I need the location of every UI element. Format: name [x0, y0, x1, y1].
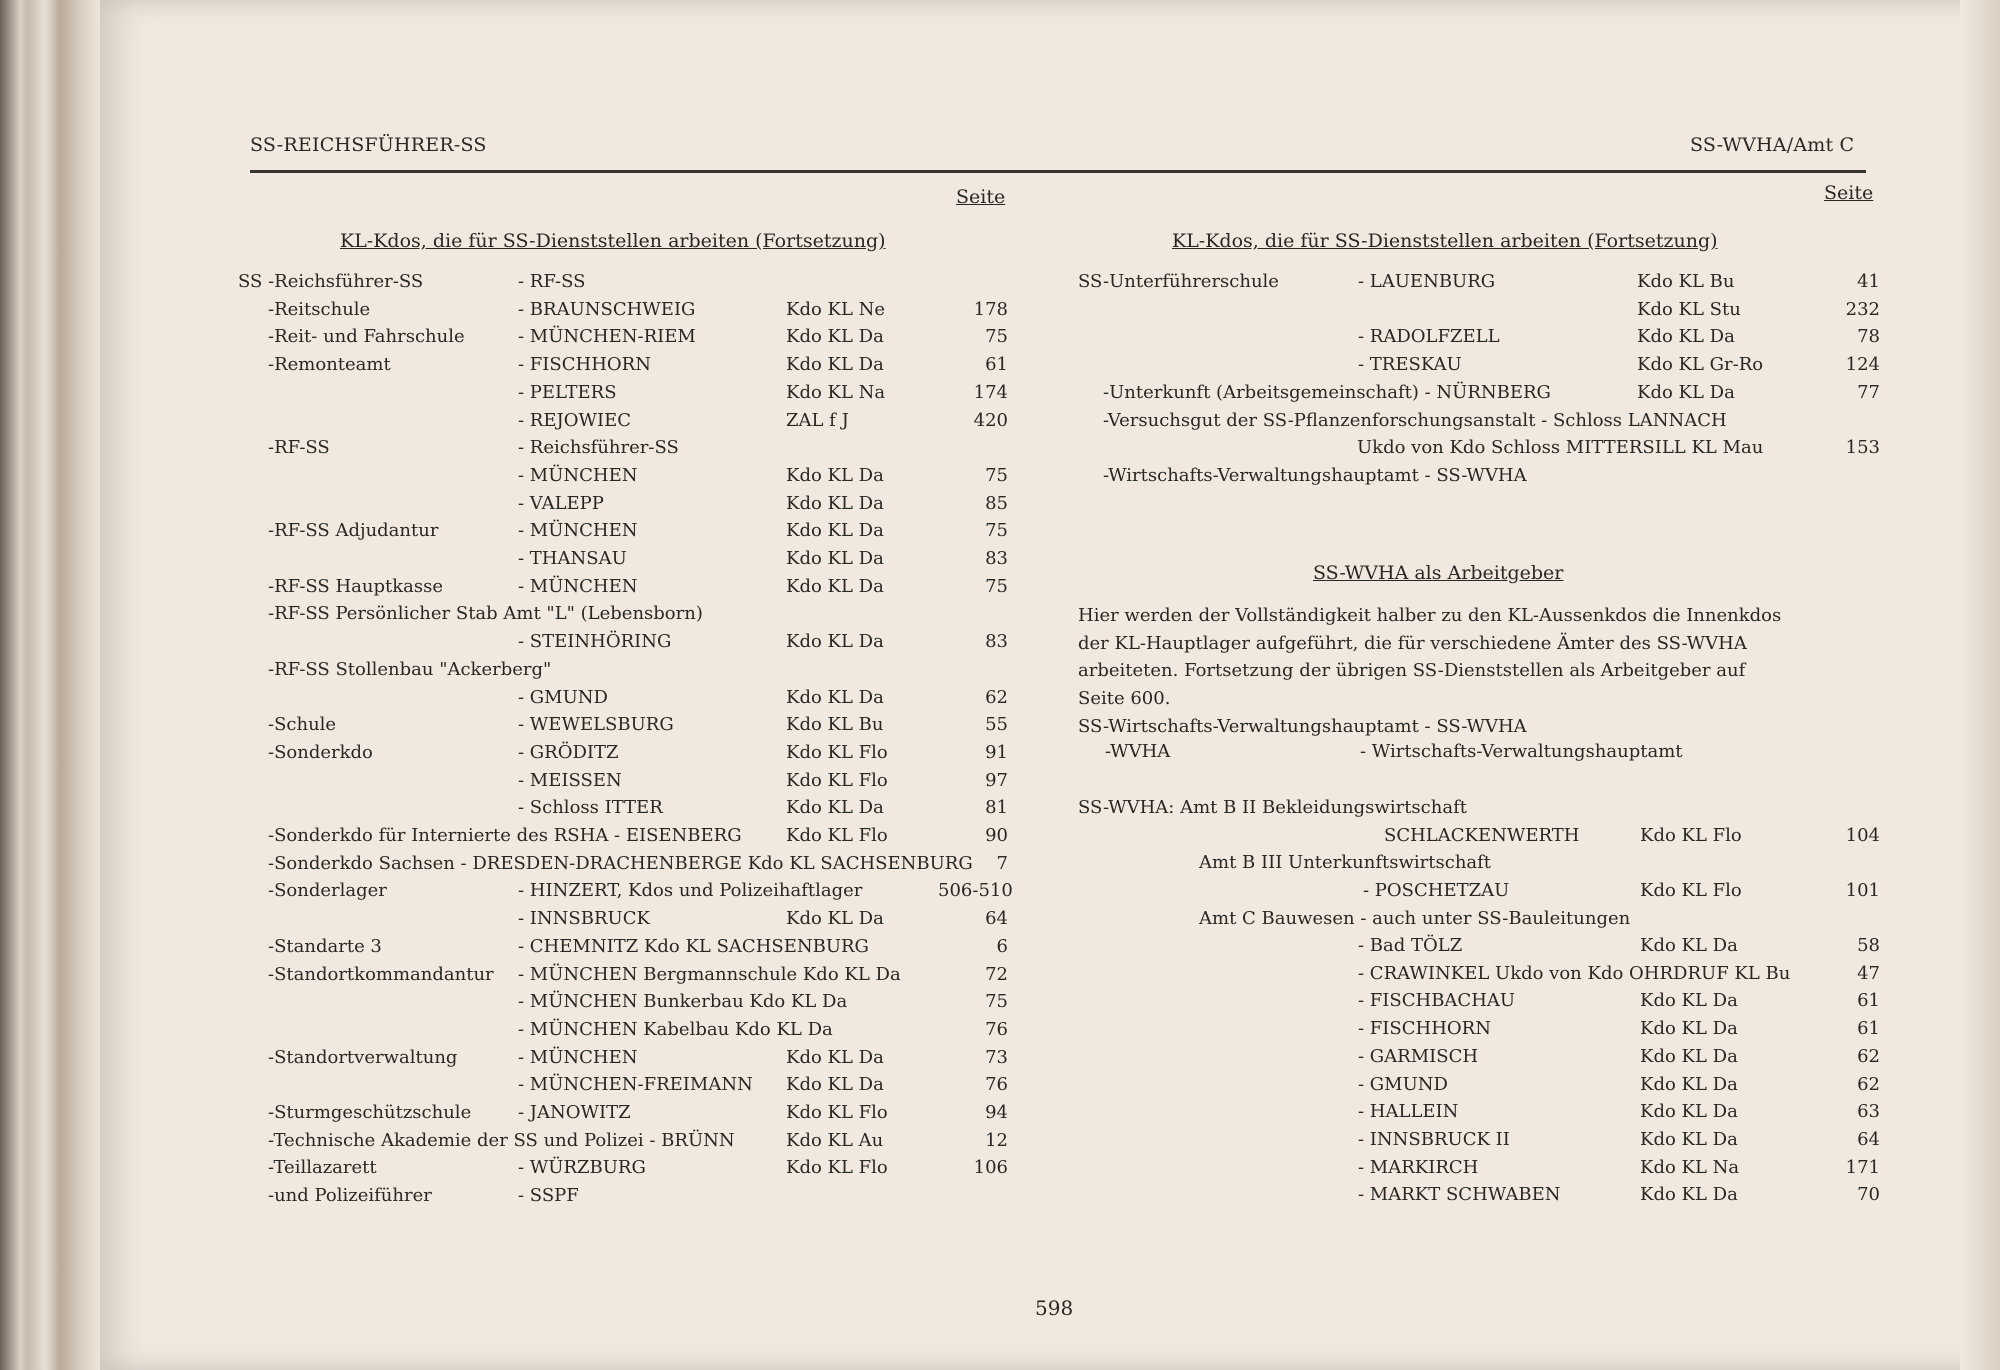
page-right-edge	[1960, 0, 2000, 1370]
entry-location: - VALEPP	[518, 492, 604, 514]
entry-page: 83	[985, 548, 1008, 569]
entry-unit: -Wirtschafts-Verwaltungshauptamt - SS-WVHA	[1103, 464, 1527, 486]
entry-unit: -Remonteamt	[268, 354, 391, 376]
entry-camp: Kdo KL Da	[1640, 1073, 1738, 1095]
entry-location: - MEISSEN	[518, 769, 622, 791]
entry-page: 75	[985, 520, 1008, 542]
right-section-title: KL-Kdos, die für SS-Dienststellen arbeiten (Fortsetzung)	[1172, 230, 1718, 252]
entry-camp: Kdo KL Da	[786, 464, 884, 486]
entry-page: 90	[985, 825, 1008, 846]
entry-page: 94	[985, 1102, 1008, 1123]
entry-page: 506-510	[938, 880, 1013, 902]
entry-page: 171	[1845, 1156, 1880, 1178]
entry-page: 61	[1857, 1018, 1880, 1040]
entry-location: - INNSBRUCK	[518, 908, 650, 930]
entry-unit: SS-Unterführerschule	[1078, 271, 1279, 292]
entry-camp: Kdo KL Da	[1637, 326, 1735, 348]
entry-unit: -RF-SS Persönlicher Stab Amt "L" (Lebensborn)	[268, 603, 703, 625]
entry-location: - MARKT SCHWABEN	[1358, 1184, 1561, 1206]
entry-location: - JANOWITZ	[518, 1102, 631, 1123]
entry-location: - Schloss ITTER	[518, 797, 663, 819]
entry-location: - FISCHHORN	[1358, 1018, 1491, 1040]
entry-page: 83	[985, 631, 1008, 653]
entry-location: - INNSBRUCK II	[1358, 1128, 1510, 1150]
entry-location: - LAUENBURG	[1358, 271, 1496, 292]
entry-page: 12	[985, 1129, 1008, 1151]
entry-page: 81	[985, 797, 1008, 819]
entry-camp: Kdo KL Flo	[786, 825, 888, 846]
entry-location: - RADOLFZELL	[1358, 326, 1500, 348]
entry-unit: -Standarte 3	[268, 935, 382, 957]
entry-page: 78	[1857, 326, 1880, 348]
entry-camp: Kdo KL Ne	[786, 298, 886, 320]
entry-page: 75	[985, 575, 1008, 597]
entry-unit: -Standortkommandantur	[268, 963, 494, 985]
entry-location: - CHEMNITZ Kdo KL SACHSENBURG	[518, 935, 869, 957]
entry-unit: -RF-SS	[268, 437, 330, 459]
entry-location: - Bad TÖLZ	[1358, 935, 1463, 956]
entry-location: - CRAWINKEL Ukdo von Kdo OHRDRUF KL Bu	[1358, 962, 1791, 984]
entry-location: - MARKIRCH	[1358, 1156, 1479, 1178]
entry-location: - FISCHHORN	[518, 354, 651, 376]
entry-camp: Kdo KL Da	[786, 686, 884, 708]
entry-location: - REJOWIEC	[518, 409, 631, 431]
entry-location: - GARMISCH	[1358, 1045, 1479, 1067]
entry-camp: Kdo KL Flo	[786, 741, 888, 763]
entry-page: 63	[1857, 1101, 1880, 1123]
entry-camp: Kdo KL Gr-Ro	[1637, 354, 1764, 376]
seite-label-left: Seite	[956, 186, 1006, 208]
entry-unit: -Reitschule	[268, 298, 371, 320]
entry-camp: Kdo KL Au	[786, 1129, 884, 1151]
entry-location: - STEINHÖRING	[518, 631, 672, 653]
entry-unit: -Unterkunft (Arbeitsgemeinschaft) - NÜRNBERG	[1103, 381, 1551, 403]
entry-unit: -RF-SS Hauptkasse	[268, 575, 444, 597]
entry-page: 6	[996, 935, 1008, 957]
entry-location: - WÜRZBURG	[518, 1157, 646, 1179]
entry-location: - MÜNCHEN	[518, 575, 638, 597]
entry-camp: Kdo KL Bu	[786, 714, 884, 736]
entry-camp: Kdo KL Na	[1640, 1156, 1740, 1178]
entry-location: - MÜNCHEN Bunkerbau Kdo KL Da	[518, 991, 848, 1013]
book-page-edges	[0, 0, 100, 1370]
entry-location: Ukdo von Kdo Schloss MITTERSILL KL Mau	[1357, 437, 1764, 459]
entry-camp: Kdo KL Flo	[786, 769, 888, 791]
entry-page: 58	[1857, 935, 1880, 956]
entry-location: - WEWELSBURG	[518, 714, 674, 736]
entry-page: 47	[1857, 962, 1880, 984]
page-number: 598	[1035, 1296, 1074, 1320]
entry-location: - RF-SS	[518, 271, 586, 292]
entry-unit: -RF-SS Adjudantur	[268, 520, 439, 542]
entry-location: - GRÖDITZ	[518, 741, 619, 763]
entry-camp: Kdo KL Stu	[1637, 298, 1741, 320]
header-rule	[250, 170, 1866, 173]
entry-page: 420	[973, 409, 1008, 431]
entry-location: - TRESKAU	[1358, 354, 1462, 376]
entry-unit: -RF-SS Stollenbau "Ackerberg"	[268, 658, 552, 680]
left-section-title: KL-Kdos, die für SS-Dienststellen arbeiten (Fortsetzung)	[340, 230, 886, 252]
entry-camp: Kdo KL Da	[786, 492, 884, 514]
wvha-subtitle: SS-WVHA als Arbeitgeber	[1313, 562, 1564, 584]
header-right: SS-WVHA/Amt C	[1690, 134, 1855, 156]
entry-page: 76	[985, 1074, 1008, 1096]
entry-page: 62	[985, 686, 1008, 708]
entry-unit: -Sonderkdo Sachsen - DRESDEN-DRACHENBERGE Kdo KL SACHSENBURG	[268, 852, 973, 874]
entry-page: 41	[1857, 271, 1880, 292]
entry-location: - GMUND	[1358, 1073, 1448, 1095]
paragraph-line: arbeiteten. Fortsetzung der übrigen SS-Dienststellen als Arbeitgeber auf	[1078, 660, 1746, 682]
entry-page: 7	[996, 852, 1008, 874]
entry-page: 62	[1857, 1045, 1880, 1067]
entry-camp: Kdo KL Da	[786, 326, 884, 348]
entry-camp: Kdo KL Da	[786, 520, 884, 542]
entry-location: - MÜNCHEN-FREIMANN	[518, 1074, 753, 1096]
entry-page: 76	[985, 1018, 1008, 1040]
entry-unit: -Sturmgeschützschule	[268, 1102, 472, 1123]
entry-unit: -Sonderlager	[268, 880, 387, 902]
entry-page: 61	[985, 354, 1008, 376]
entry-location: - THANSAU	[518, 548, 627, 569]
entry-location: - MÜNCHEN-RIEM	[518, 326, 696, 348]
header-left: SS-REICHSFÜHRER-SS	[250, 134, 487, 156]
entry-page: 64	[985, 908, 1008, 930]
entry-page: 64	[1857, 1128, 1880, 1150]
entry-location: - SSPF	[518, 1185, 579, 1207]
entry-camp: Kdo KL Na	[786, 381, 886, 403]
entry-camp: Kdo KL Da	[1640, 1018, 1738, 1040]
entry-page: 61	[1857, 990, 1880, 1012]
entry-page: 73	[985, 1046, 1008, 1068]
entry-page: 174	[973, 381, 1008, 403]
entry-page: 91	[985, 741, 1008, 763]
seite-label-right: Seite	[1824, 182, 1874, 204]
entry-page: 85	[985, 492, 1008, 514]
entry-location: - HINZERT, Kdos und Polizeihaftlager	[518, 880, 863, 902]
entry-page: 153	[1845, 437, 1880, 459]
entry-unit: -Sonderkdo	[268, 741, 373, 763]
entry-location: - BRAUNSCHWEIG	[518, 298, 696, 320]
wvha-abbrev: -WVHA	[1105, 741, 1171, 762]
entry-camp: Kdo KL Da	[786, 908, 884, 930]
entry-camp: Kdo KL Da	[786, 1046, 884, 1068]
entry-camp: ZAL f J	[786, 409, 849, 431]
entry-location: - PELTERS	[518, 381, 617, 403]
entry-camp: Kdo KL Flo	[786, 1102, 888, 1123]
entry-location: - MÜNCHEN Kabelbau Kdo KL Da	[518, 1018, 833, 1040]
entry-camp: Kdo KL Da	[786, 548, 884, 569]
entry-camp: Kdo KL Da	[786, 631, 884, 653]
entry-unit: -Standortverwaltung	[268, 1046, 458, 1068]
entry-page: 75	[985, 991, 1008, 1013]
entry-camp: Kdo KL Flo	[786, 1157, 888, 1179]
entry-camp: Kdo KL Bu	[1637, 271, 1735, 292]
paragraph-line: Seite 600.	[1078, 688, 1171, 710]
entry-unit: -und Polizeiführer	[268, 1185, 432, 1207]
entry-unit: -Sonderkdo für Internierte des RSHA - EISENBERG	[268, 825, 742, 846]
entry-page: 72	[985, 963, 1008, 985]
entry-page: 55	[985, 714, 1008, 736]
entry-page: 97	[985, 769, 1008, 791]
entry-location: - MÜNCHEN	[518, 464, 638, 486]
entry-page: 232	[1845, 298, 1880, 320]
entry-unit: SS -Reichsführer-SS	[238, 271, 424, 292]
wvha-full: - Wirtschafts-Verwaltungshauptamt	[1360, 741, 1683, 762]
entry-camp: Kdo KL Da	[1640, 1045, 1738, 1067]
wvha-paragraph	[1078, 602, 1781, 741]
entry-page: 75	[985, 464, 1008, 486]
entry-page: 77	[1857, 381, 1880, 403]
entry-camp: Kdo KL Da	[786, 797, 884, 819]
entry-unit: -Versuchsgut der SS-Pflanzenforschungsanstalt - Schloss LANNACH	[1103, 409, 1727, 431]
entry-camp: Kdo KL Da	[786, 1074, 884, 1096]
entry-location: - MÜNCHEN	[518, 1046, 638, 1068]
entry-location: - FISCHBACHAU	[1358, 990, 1516, 1012]
entry-unit: -Schule	[268, 714, 337, 736]
entry-location: - MÜNCHEN	[518, 520, 638, 542]
entry-camp: Kdo KL Da	[786, 354, 884, 376]
entry-camp: Kdo KL Da	[1640, 1128, 1738, 1150]
entry-page: 75	[985, 326, 1008, 348]
paragraph-line: der KL-Hauptlager aufgeführt, die für verschiedene Ämter des SS-WVHA	[1078, 632, 1747, 654]
entry-camp: Kdo KL Da	[786, 575, 884, 597]
entry-camp: Kdo KL Da	[1640, 935, 1738, 956]
entry-location: - Reichsführer-SS	[518, 437, 679, 459]
entry-unit: -Reit- und Fahrschule	[268, 326, 465, 348]
entry-camp: Kdo KL Da	[1640, 1184, 1738, 1206]
entry-camp: Kdo KL Da	[1640, 1101, 1738, 1123]
paragraph-line: SS-Wirtschafts-Verwaltungshauptamt - SS-WVHA	[1078, 715, 1527, 737]
entry-location: - GMUND	[518, 686, 608, 708]
entry-page: 70	[1857, 1184, 1880, 1206]
entry-camp: Kdo KL Da	[1640, 990, 1738, 1012]
entry-page: 62	[1857, 1073, 1880, 1095]
entry-location: - MÜNCHEN Bergmannschule Kdo KL Da	[518, 963, 901, 985]
entry-page: 106	[973, 1157, 1008, 1179]
entry-location: - HALLEIN	[1358, 1101, 1459, 1123]
entry-unit: -Technische Akademie der SS und Polizei - BRÜNN	[268, 1129, 735, 1151]
entry-page: 124	[1845, 354, 1880, 376]
entry-camp: Kdo KL Da	[1637, 381, 1735, 403]
entry-unit: -Teillazarett	[268, 1157, 377, 1179]
paragraph-line: Hier werden der Vollständigkeit halber zu den KL-Aussenkdos die Innenkdos	[1078, 605, 1782, 626]
entry-page: 178	[973, 298, 1008, 320]
